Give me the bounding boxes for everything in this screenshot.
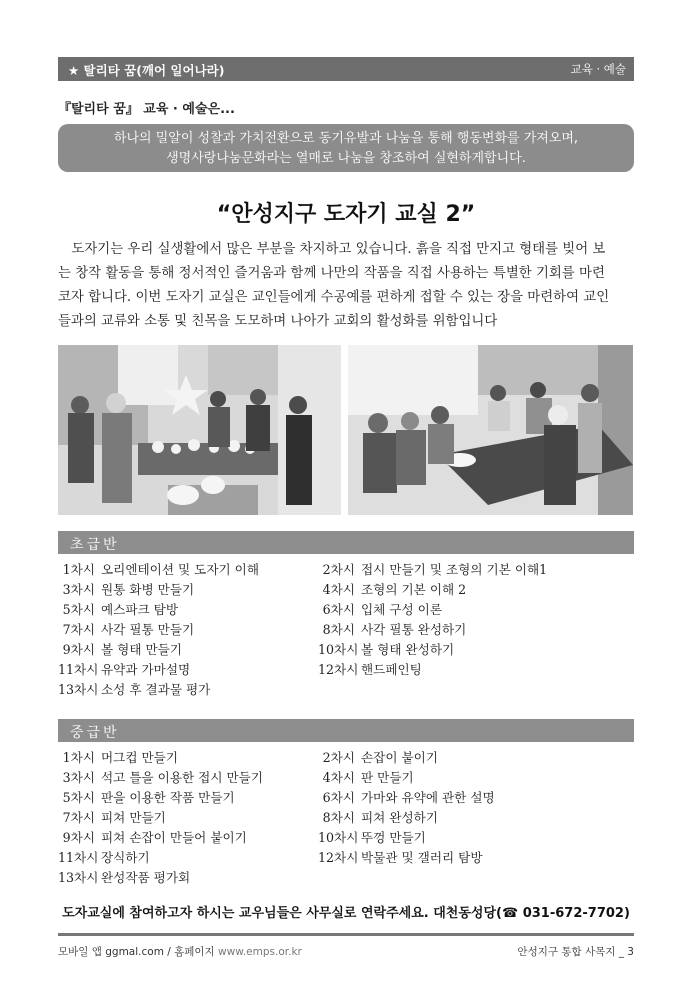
session-topic: 예스파크 탐방 (101, 602, 178, 617)
session-topic: 원통 화병 만들기 (101, 582, 195, 597)
session-item (318, 580, 466, 600)
session-item (58, 640, 182, 660)
session-item (318, 748, 438, 768)
article-headline: “안성지구 도자기 교실 2” (216, 202, 476, 227)
session-item (318, 768, 414, 788)
session-item (318, 808, 438, 828)
session-number: 1차시 (62, 562, 95, 577)
session-topic: 박물관 및 갤러리 탐방 (361, 850, 483, 865)
session-topic: 유약과 가마설명 (101, 662, 191, 677)
paragraph-line: 코자 합니다. 이번 도자기 교실은 교인들에게 수공예를 편하게 접할 수 있는 장을 마련하여 교인 (58, 290, 610, 305)
session-item (58, 580, 194, 600)
session-number: 4차시 (322, 582, 355, 597)
session-topic: 가마와 유약에 관한 설명 (361, 790, 495, 805)
session-item (58, 828, 247, 848)
session-number: 10차시 (318, 642, 359, 657)
session-number: 7차시 (62, 810, 95, 825)
contact-notice: 도자교실에 참여하고자 하시는 교우님들은 사무실로 연락주세요. 대천동성당(☎ 031-672-7702) (62, 906, 630, 921)
session-topic: 손잡이 붙이기 (361, 750, 438, 765)
session-number: 1차시 (62, 750, 95, 765)
session-topic: 석고 틀을 이용한 접시 만들기 (101, 770, 263, 785)
intermediate-section-title: 중급반 (70, 725, 120, 741)
session-topic: 핸드페인팅 (361, 662, 422, 677)
footer-homepage-link[interactable]: www.emps.or.kr (218, 946, 302, 958)
session-topic: 머그컵 만들기 (101, 750, 178, 765)
session-topic: 조형의 기본 이해 2 (361, 582, 467, 597)
session-item (58, 788, 235, 808)
session-number: 9차시 (62, 642, 95, 657)
intro-title: 『탈리타 꿈』 교육 · 예술은... (58, 102, 235, 117)
footer-page-info: 안성지구 통합 사목지 _ 3 (517, 946, 634, 958)
session-item (318, 600, 442, 620)
session-item (58, 768, 263, 788)
footer-divider (58, 933, 634, 936)
session-number: 12차시 (318, 850, 359, 865)
session-number: 8차시 (322, 622, 355, 637)
header-category: 교육 · 예술 (570, 62, 626, 76)
session-topic: 피쳐 완성하기 (361, 810, 438, 825)
session-item (318, 620, 466, 640)
footer-links (58, 944, 302, 959)
session-topic: 오리엔테이션 및 도자기 이해 (101, 562, 259, 577)
session-number: 2차시 (322, 562, 355, 577)
session-topic: 사각 필통 완성하기 (361, 622, 467, 637)
session-topic: 사각 필통 만들기 (101, 622, 195, 637)
motto-box (58, 124, 634, 172)
session-number: 9차시 (62, 830, 95, 845)
session-item (58, 560, 259, 580)
group-table-photo (348, 345, 633, 515)
paragraph-line: 는 창작 활동을 통해 정서적인 즐거움과 함께 나만의 작품을 직접 사용하는 특별한 기회를 마련 (58, 266, 605, 281)
session-item (58, 620, 194, 640)
session-topic: 볼 형태 완성하기 (361, 642, 455, 657)
session-number: 5차시 (62, 790, 95, 805)
paragraph-line: 도자기는 우리 실생활에서 많은 부분을 차지하고 있습니다. 흙을 직접 만지고 형태를 빚어 보 (58, 242, 606, 257)
beginner-section-header (58, 531, 634, 554)
session-item (58, 868, 190, 888)
session-topic: 접시 만들기 및 조형의 기본 이해1 (361, 562, 548, 577)
session-item (318, 640, 454, 660)
session-topic: 뚜껑 만들기 (361, 830, 426, 845)
session-number: 11차시 (58, 662, 99, 677)
session-number: 6차시 (322, 790, 355, 805)
session-topic: 장식하기 (101, 850, 150, 865)
header-bar (58, 57, 634, 81)
session-number: 12차시 (318, 662, 359, 677)
session-number: 3차시 (62, 582, 95, 597)
session-item (58, 848, 150, 868)
session-topic: 판을 이용한 작품 만들기 (101, 790, 235, 805)
paragraph-line: 들과의 교류와 소통 및 친목을 도모하며 나아가 교회의 활성화를 위함입니다 (58, 314, 498, 329)
session-item (58, 600, 178, 620)
session-number: 10차시 (318, 830, 359, 845)
session-item (318, 788, 495, 808)
session-topic: 판 만들기 (361, 770, 414, 785)
session-item (318, 848, 483, 868)
footer-mobile: 모바일 앱 ggmal.com / 홈페이지 (58, 946, 219, 958)
session-topic: 피쳐 만들기 (101, 810, 166, 825)
session-topic: 소성 후 결과물 평가 (101, 682, 211, 697)
session-topic: 피쳐 손잡이 만들어 붙이기 (101, 830, 247, 845)
session-topic: 볼 형태 만들기 (101, 642, 182, 657)
session-number: 2차시 (322, 750, 355, 765)
motto-line: 생명사랑나눔문화라는 열매로 나눔을 창조하여 실현하게합니다. (166, 151, 526, 166)
session-number: 4차시 (322, 770, 355, 785)
session-item (58, 748, 178, 768)
intermediate-section-header (58, 719, 634, 742)
session-number: 6차시 (322, 602, 355, 617)
session-number: 8차시 (322, 810, 355, 825)
session-item (318, 828, 426, 848)
session-topic: 입체 구성 이론 (361, 602, 442, 617)
session-number: 13차시 (58, 870, 99, 885)
session-item (58, 808, 166, 828)
article-paragraph (58, 238, 636, 334)
session-item (58, 660, 190, 680)
session-number: 7차시 (62, 622, 95, 637)
session-number: 11차시 (58, 850, 99, 865)
motto-line: 하나의 밀알이 성찰과 가치전환으로 동기유발과 나눔을 통해 행동변화를 가져오며, (113, 131, 579, 146)
beginner-section-title: 초급반 (70, 537, 120, 553)
header-title: ★ 탈리타 꿈(깨어 일어나라) (68, 63, 225, 78)
session-number: 5차시 (62, 602, 95, 617)
pottery-shop-photo (58, 345, 341, 515)
session-item (318, 560, 547, 580)
session-topic: 완성작품 평가회 (101, 870, 191, 885)
session-item (58, 680, 210, 700)
session-number: 3차시 (62, 770, 95, 785)
session-item (318, 660, 422, 680)
session-number: 13차시 (58, 682, 99, 697)
